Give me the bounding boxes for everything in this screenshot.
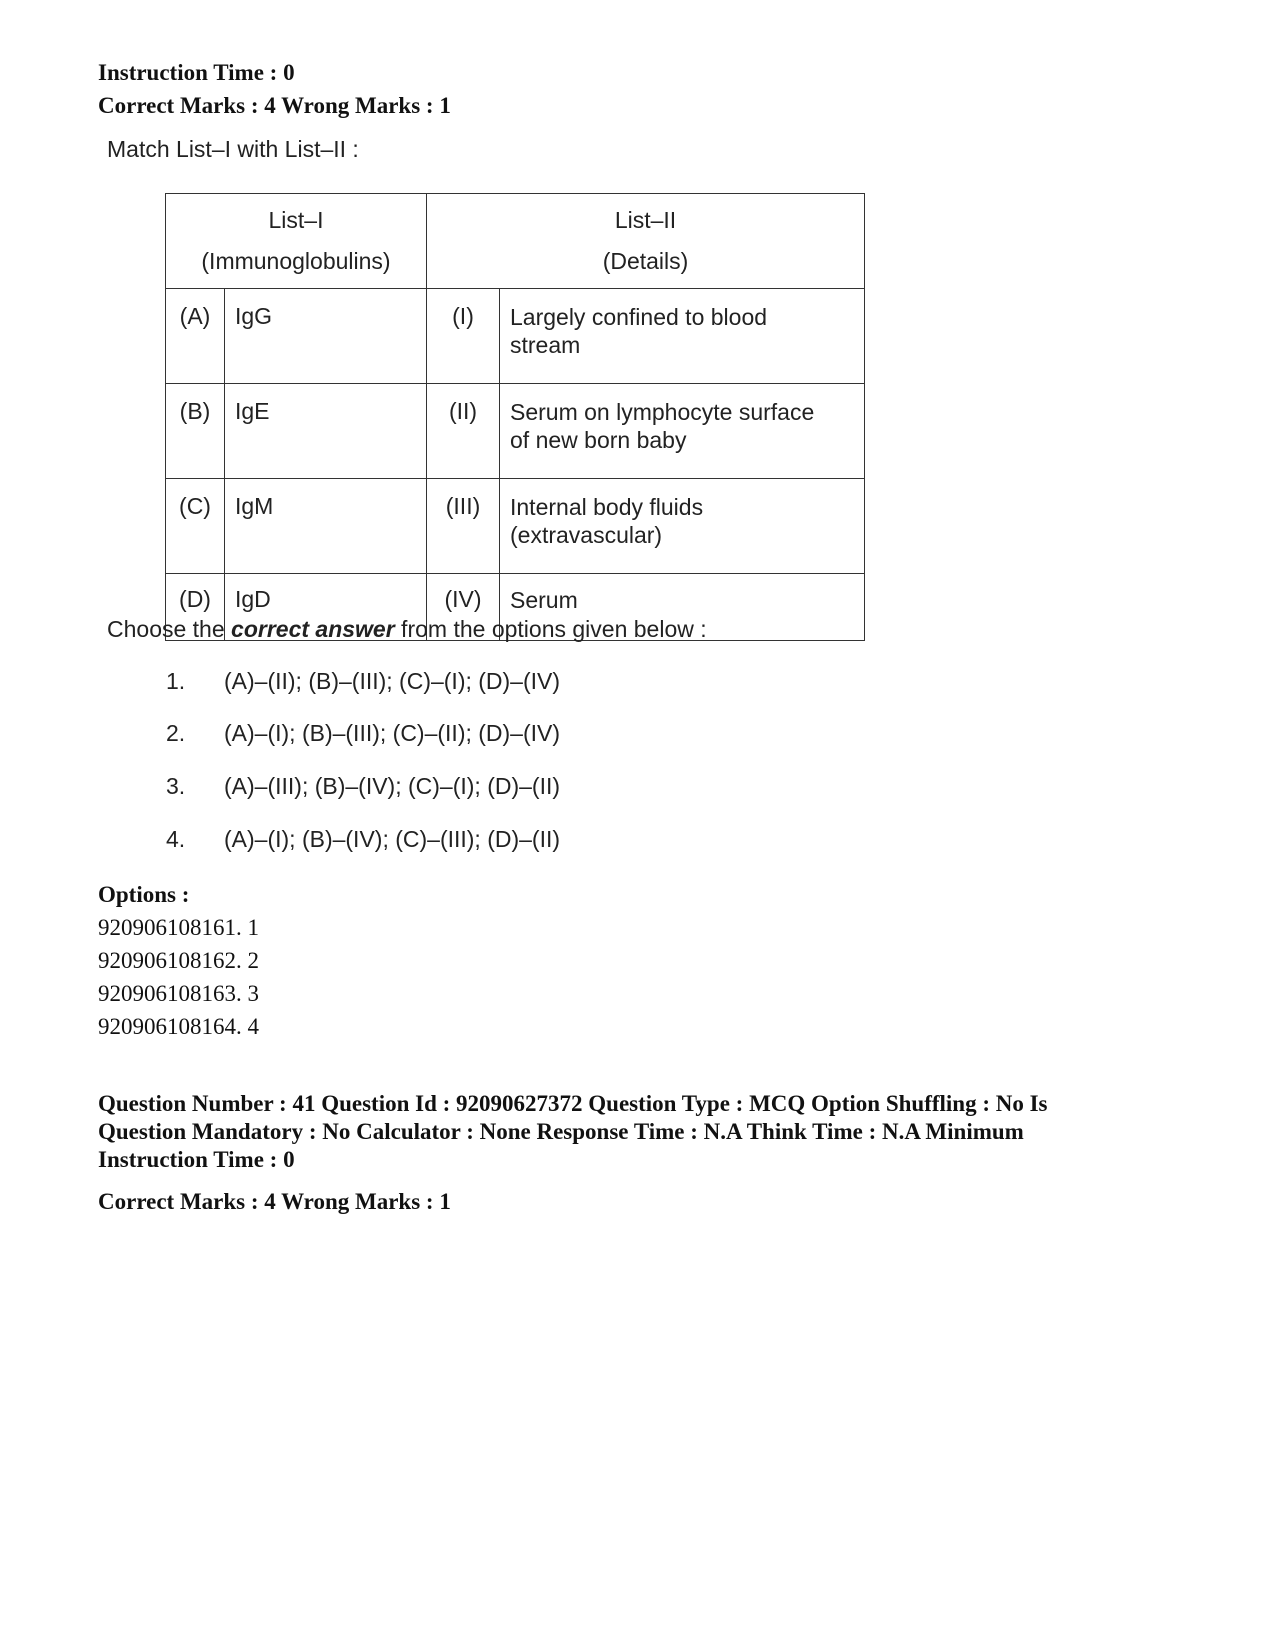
match-table <box>165 193 865 641</box>
table-row <box>166 479 865 574</box>
row-detail-line: Largely confined to blood <box>510 304 768 330</box>
row-label: (B) <box>166 384 225 479</box>
list1-header <box>166 194 427 289</box>
options-list <box>98 878 259 1043</box>
choose-instruction <box>107 616 707 643</box>
list2-title: List–II <box>614 207 677 233</box>
options-title: Options : <box>98 882 190 907</box>
row-numeral: (I) <box>427 289 500 384</box>
list2-subtitle: (Details) <box>602 248 689 274</box>
row-detail-line: stream <box>510 332 581 358</box>
list1-subtitle: (Immunoglobulins) <box>201 248 391 274</box>
answer-choice <box>166 668 560 695</box>
choose-prefix: Choose the <box>107 616 232 642</box>
row-numeral: (IV) <box>427 574 500 641</box>
row-detail-line: (extravascular) <box>510 522 663 548</box>
row-label: (A) <box>166 289 225 384</box>
row-detail <box>500 479 865 574</box>
row-item: IgG <box>225 289 427 384</box>
row-label: (C) <box>166 479 225 574</box>
next-question-line: Question Number : 41 Question Id : 92090627372 Question Type : MCQ Option Shuffling : No Is <box>98 1091 1048 1116</box>
row-item: IgM <box>225 479 427 574</box>
row-numeral: (II) <box>427 384 500 479</box>
option-item: 920906108163. 3 <box>98 981 259 1006</box>
answer-number: 4. <box>166 826 186 852</box>
answer-text: (A)–(III); (B)–(IV); (C)–(I); (D)–(II) <box>224 773 561 799</box>
answer-number: 1. <box>166 668 186 694</box>
choose-suffix: from the options given below : <box>394 616 707 642</box>
table-header-row <box>166 194 865 289</box>
match-prompt: Match List–I with List–II : <box>107 136 359 162</box>
answer-text: (A)–(I); (B)–(III); (C)–(II); (D)–(IV) <box>224 720 561 746</box>
choose-emphasis: correct answer <box>231 616 395 642</box>
table-row <box>166 289 865 384</box>
question-meta <box>98 56 451 122</box>
row-detail-line: Internal body fluids <box>510 494 704 520</box>
instruction-time: Instruction Time : 0 <box>98 60 295 85</box>
marks-info: Correct Marks : 4 Wrong Marks : 1 <box>98 93 451 118</box>
option-item: 920906108161. 1 <box>98 915 259 940</box>
next-question-line: Question Mandatory : No Calculator : None Response Time : N.A Think Time : N.A Minimum <box>98 1119 1024 1144</box>
row-detail <box>500 384 865 479</box>
list1-title: List–I <box>268 207 324 233</box>
answer-choice <box>166 720 560 747</box>
next-question-marks: Correct Marks : 4 Wrong Marks : 1 <box>98 1189 451 1214</box>
answer-choice <box>166 826 560 853</box>
row-item: IgE <box>225 384 427 479</box>
answer-text: (A)–(II); (B)–(III); (C)–(I); (D)–(IV) <box>224 668 561 694</box>
row-detail-line: Serum on lymphocyte surface <box>510 399 815 425</box>
next-question-meta <box>98 1090 1198 1174</box>
answer-number: 2. <box>166 720 186 746</box>
next-question-line: Instruction Time : 0 <box>98 1147 295 1172</box>
table-row <box>166 384 865 479</box>
row-label: (D) <box>166 574 225 641</box>
option-item: 920906108164. 4 <box>98 1014 259 1039</box>
answer-choice <box>166 773 560 800</box>
row-detail-line: of new born baby <box>510 427 687 453</box>
option-item: 920906108162. 2 <box>98 948 259 973</box>
row-detail-line: Serum <box>510 587 578 613</box>
row-numeral: (III) <box>427 479 500 574</box>
answer-text: (A)–(I); (B)–(IV); (C)–(III); (D)–(II) <box>224 826 561 852</box>
row-detail <box>500 289 865 384</box>
row-item: IgD <box>225 574 427 641</box>
answer-number: 3. <box>166 773 186 799</box>
list2-header <box>427 194 865 289</box>
